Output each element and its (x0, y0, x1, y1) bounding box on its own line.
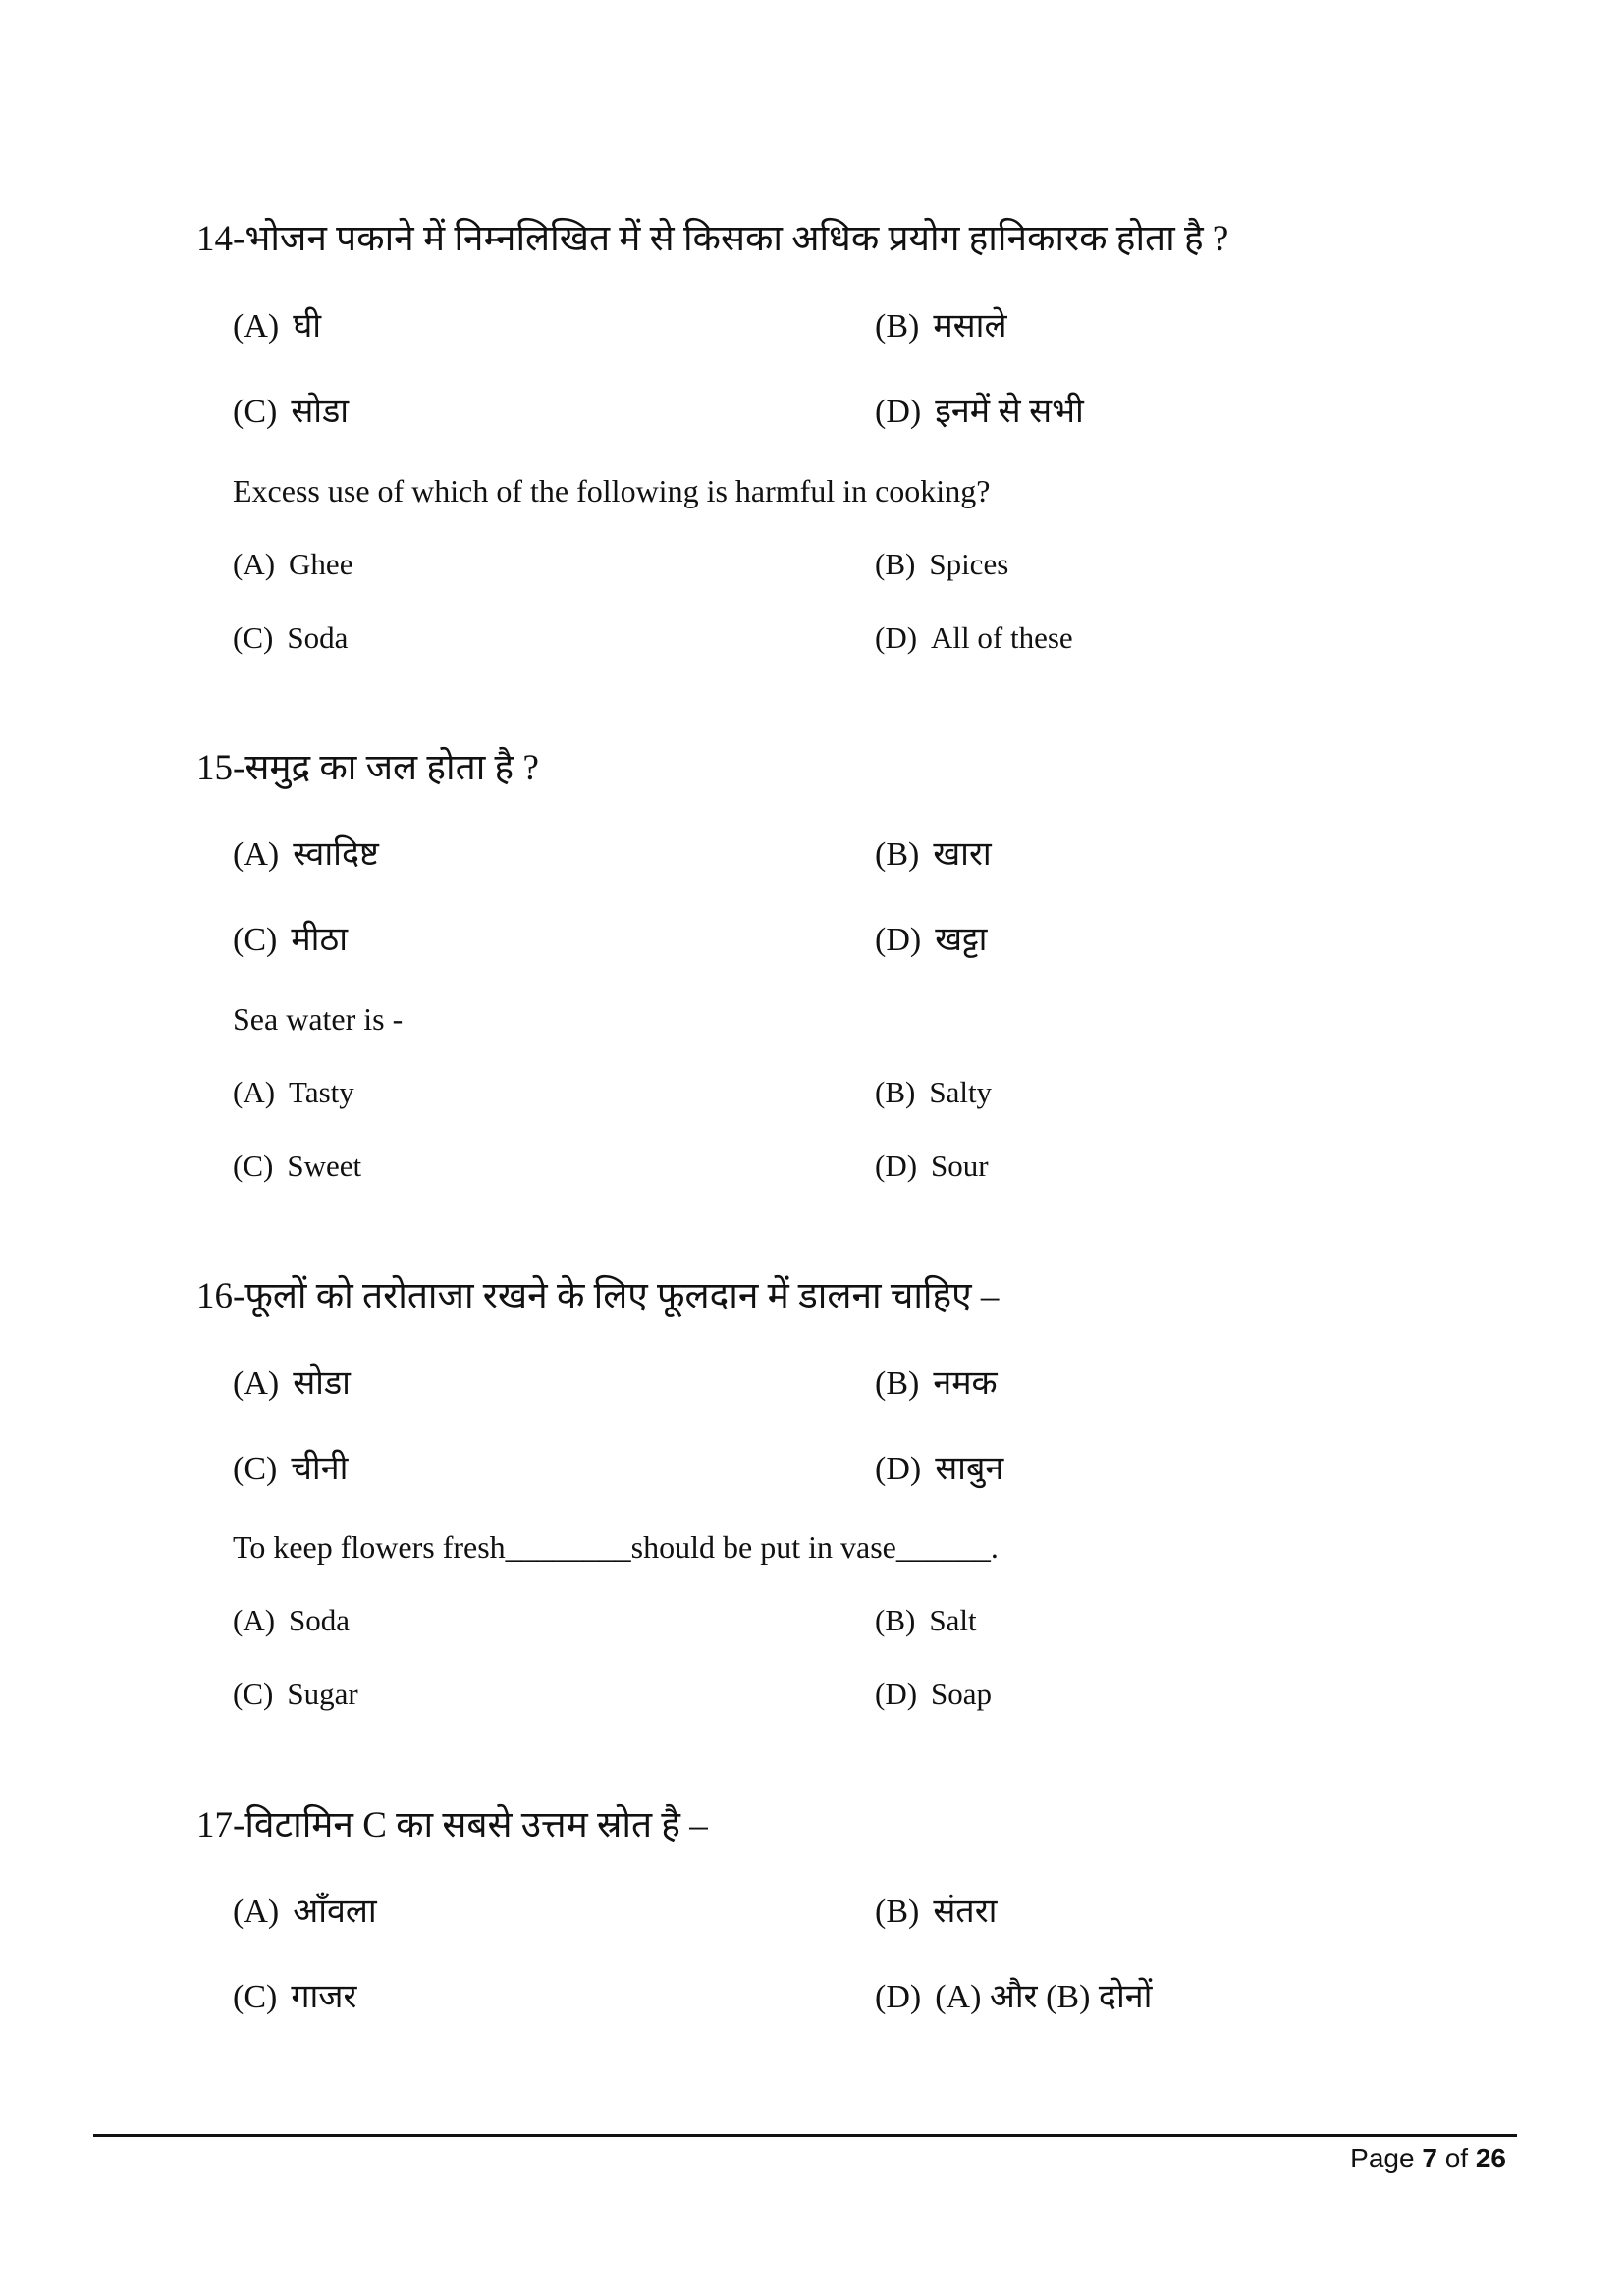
footer-divider (93, 2134, 1517, 2137)
page-number (1350, 2143, 1506, 2174)
page-word: Page (1350, 2143, 1415, 2173)
question-title: 17-विटामिन C का सबसे उत्तम स्रोत है – (196, 1805, 708, 1845)
option-en-c: (C) Sweet (233, 1148, 362, 1183)
total-pages: 26 (1475, 2143, 1506, 2173)
option-hi-d: (D) साबुन (875, 1451, 1004, 1487)
of-word: of (1444, 2143, 1469, 2173)
option-hi-a: (A) घी (233, 308, 322, 345)
option-hi-d: (D) (A) और (B) दोनों (875, 1979, 1153, 2015)
option-hi-c: (C) गाजर (233, 1979, 357, 2015)
option-hi-d: (D) इनमें से सभी (875, 394, 1084, 430)
option-en-c: (C) Soda (233, 620, 349, 655)
option-hi-b: (B) खारा (875, 836, 992, 873)
option-hi-c: (C) सोडा (233, 394, 350, 430)
option-en-d: (D) Sour (875, 1148, 989, 1183)
option-hi-a: (A) स्वादिष्ट (233, 836, 379, 873)
option-hi-c: (C) मीठा (233, 922, 349, 958)
option-en-b: (B) Spices (875, 547, 1009, 581)
current-page: 7 (1422, 2143, 1437, 2173)
option-hi-b: (B) मसाले (875, 308, 1007, 345)
option-en-a: (A) Tasty (233, 1075, 354, 1109)
option-hi-b: (B) संतरा (875, 1894, 998, 1930)
question-title: 15-समुद्र का जल होता है ? (196, 748, 539, 788)
question-title: 16-फूलों को तरोताजा रखने के लिए फूलदान में डालना चाहिए – (196, 1276, 1000, 1316)
option-en-d: (D) All of these (875, 620, 1073, 655)
option-en-a: (A) Ghee (233, 547, 353, 581)
question-en-stem: Sea water is - (233, 1001, 404, 1037)
question-title: 14-भोजन पकाने में निम्नलिखित में से किसका अधिक प्रयोग हानिकारक होता है ? (196, 219, 1229, 259)
option-en-c: (C) Sugar (233, 1677, 358, 1711)
option-hi-c: (C) चीनी (233, 1451, 349, 1487)
option-hi-d: (D) खट्टा (875, 922, 988, 958)
option-en-a: (A) Soda (233, 1603, 351, 1637)
option-en-d: (D) Soap (875, 1677, 993, 1711)
option-hi-a: (A) सोडा (233, 1365, 351, 1402)
option-hi-a: (A) आँवला (233, 1894, 377, 1930)
question-en-stem: To keep flowers fresh________should be put in vase______. (233, 1529, 999, 1565)
option-en-b: (B) Salty (875, 1075, 993, 1109)
option-en-b: (B) Salt (875, 1603, 977, 1637)
option-hi-b: (B) नमक (875, 1365, 998, 1402)
question-en-stem: Excess use of which of the following is harmful in cooking? (233, 473, 991, 508)
